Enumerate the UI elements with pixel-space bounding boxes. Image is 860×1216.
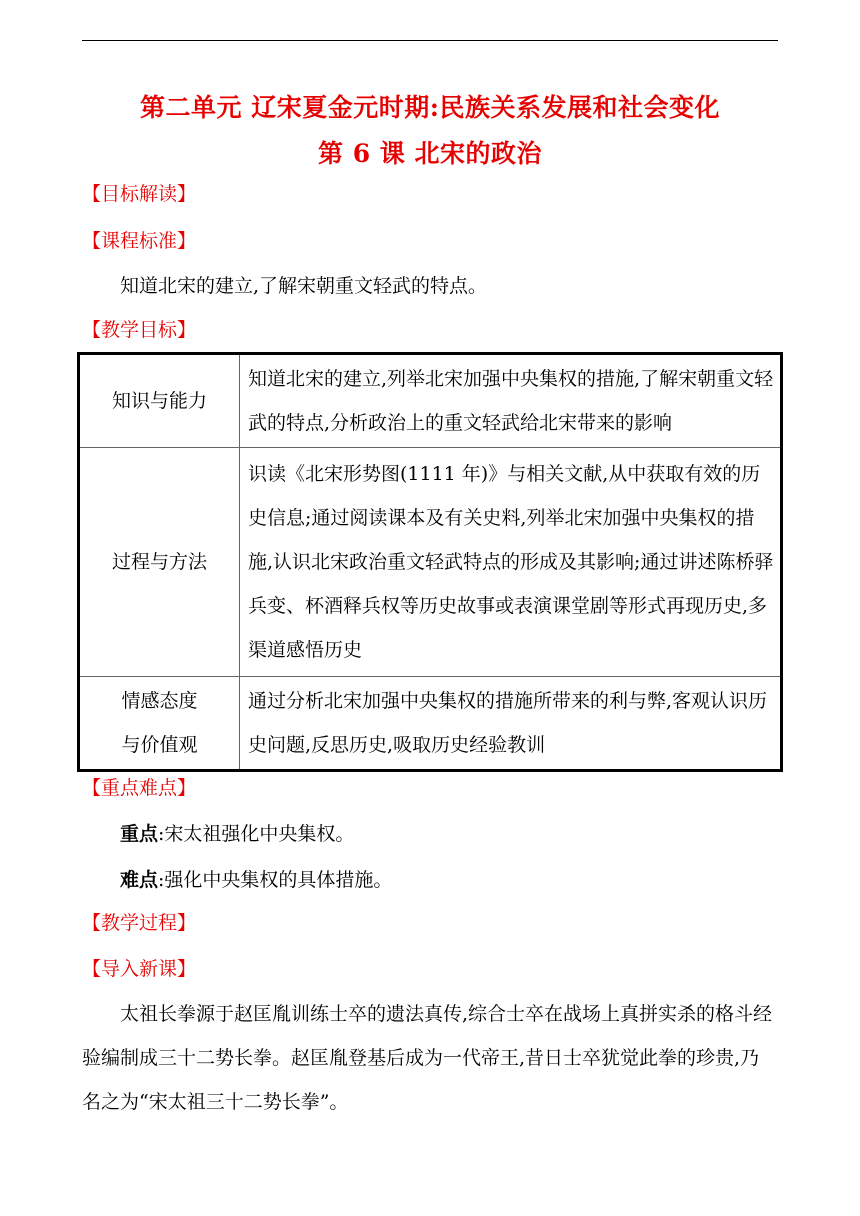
section-key-difficult: 【重点难点】 [82, 777, 197, 799]
section-teaching-process: 【教学过程】 [82, 912, 197, 934]
goal-category-cell: 过程与方法 [79, 448, 240, 677]
key-point [120, 822, 354, 846]
key-point-text: :宋太祖强化中央集权。 [158, 823, 355, 845]
curriculum-standard-text: 知道北宋的建立,了解宋朝重文轻武的特点。 [120, 275, 488, 297]
section-objectives-interpretation: 【目标解读】 [82, 183, 197, 205]
lesson-title: 第 6 课 北宋的政治 [317, 139, 542, 168]
difficult-point [120, 868, 392, 892]
key-point-label: 重点 [120, 823, 159, 845]
section-teaching-goals: 【教学目标】 [82, 319, 197, 341]
table-row [79, 677, 782, 771]
goal-description-cell: 知道北宋的建立,列举北宋加强中央集权的措施,了解宋朝重文轻武的特点,分析政治上的重文轻武给北宋带来的影响 [240, 354, 782, 448]
section-intro-new-lesson: 【导入新课】 [82, 958, 197, 980]
goal-category-cell [79, 677, 240, 771]
goal-description-cell: 通过分析北宋加强中央集权的措施所带来的利与弊,客观认识历史问题,反思历史,吸取历史经验教训 [240, 677, 782, 771]
table-row [79, 354, 782, 448]
goal-category-line: 情感态度 [121, 690, 198, 712]
difficult-point-text: :强化中央集权的具体措施。 [158, 869, 393, 891]
header-rule [82, 40, 778, 41]
section-curriculum-standard: 【课程标准】 [82, 230, 197, 252]
intro-paragraph: 太祖长拳源于赵匡胤训练士卒的遗法真传,综合士卒在战场上真拼实杀的格斗经验编制成三十二势长拳。赵匡胤登基后成为一代帝王,昔日士卒犹觉此拳的珍贵,乃名之为“宋太祖三十二势长拳”。 [82, 1003, 773, 1113]
goal-category-cell: 知识与能力 [79, 354, 240, 448]
goal-category-line: 与价值观 [121, 734, 198, 756]
difficult-point-label: 难点 [120, 869, 159, 891]
goal-description-cell: 识读《北宋形势图(1111 年)》与相关文献,从中获取有效的历史信息;通过阅读课本及有关史料,列举北宋加强中央集权的措施,认识北宋政治重文轻武特点的形成及其影响;通过讲述陈桥驿兵变、杯酒释兵权等历史故事或表演课堂剧等形式再现历史,多渠道感悟历史 [240, 448, 782, 677]
table-row [79, 448, 782, 677]
unit-title: 第二单元 辽宋夏金元时期:民族关系发展和社会变化 [140, 93, 720, 122]
teaching-goals-table [77, 352, 783, 772]
